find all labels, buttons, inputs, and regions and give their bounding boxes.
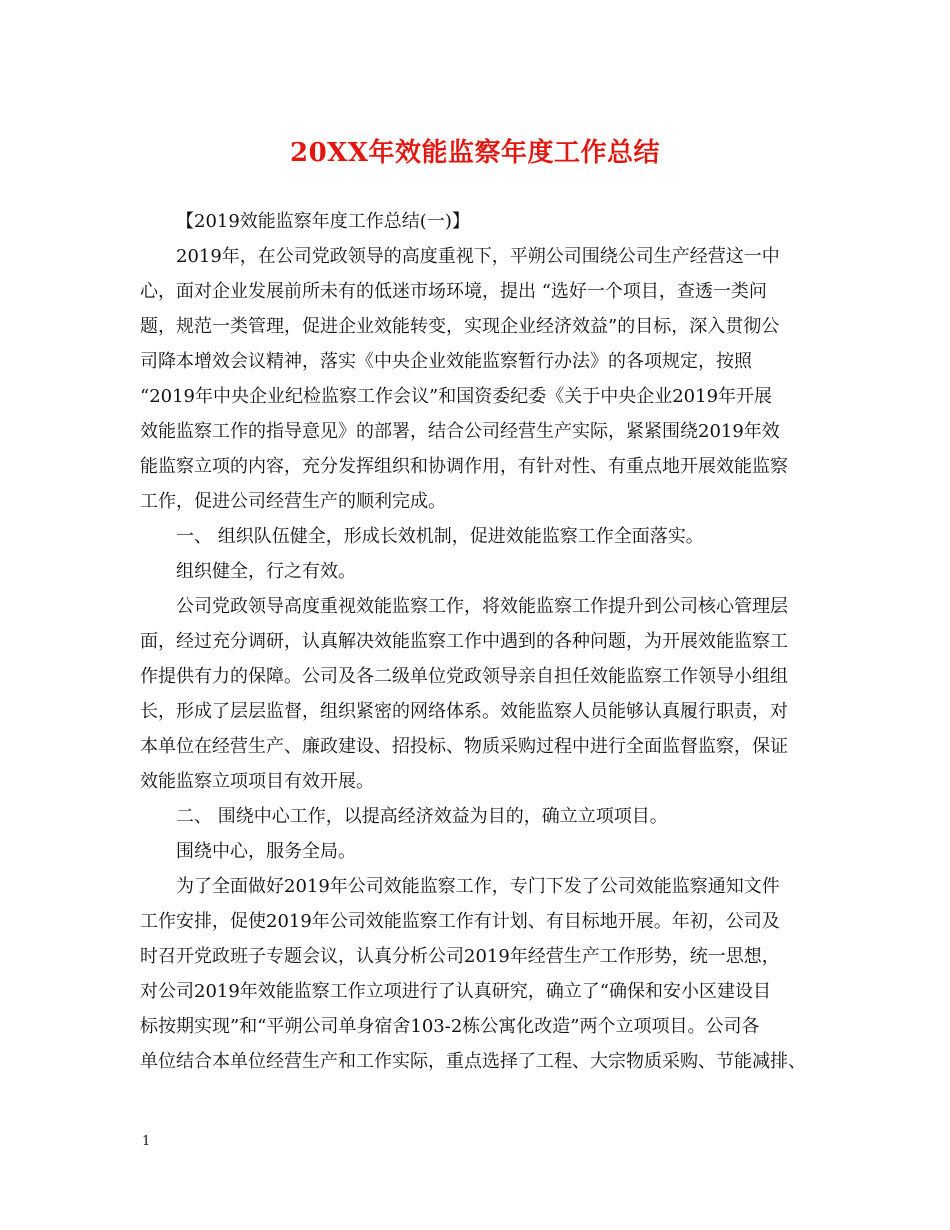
text-line: 效能监察立项项目有效开展。: [140, 771, 374, 792]
text-line: 能监察立项的内容，充分发挥组织和协调作用，有针对性、有重点地开展效能监察: [140, 456, 788, 477]
text-line: 公司党政领导高度重视效能监察工作，将效能监察工作提升到公司核心管理层: [176, 596, 788, 617]
text-line: 组织健全，行之有效。: [176, 561, 356, 582]
text-line: 面，经过充分调研，认真解决效能监察工作中遇到的各种问题，为开展效能监察工: [140, 631, 788, 652]
text-line: 2019年，在公司党政领导的高度重视下，平朔公司围绕公司生产经营这一中: [176, 246, 780, 267]
document-title: 20XX年效能监察年度工作总结: [289, 138, 661, 168]
text-line: 围绕中心，服务全局。: [176, 841, 356, 862]
text-line: 司降本增效会议精神，落实《中央企业效能监察暂行办法》的各项规定，按照: [140, 351, 752, 372]
document-body: [140, 204, 826, 1079]
text-line: 为了全面做好2019年公司效能监察工作，专门下发了公司效能监察通知文件: [176, 876, 780, 897]
text-line: 效能监察工作的指导意见》的部署，结合公司经营生产实际，紧紧围绕2019年效: [140, 421, 780, 442]
text-line: 时召开党政班子专题会议，认真分析公司2019年经营生产工作形势，统一思想，: [140, 946, 780, 967]
text-line: 心，面对企业发展前所未有的低迷市场环境，提出 “选好一个项目，查透一类问: [140, 281, 767, 302]
text-line: 工作，促进公司经营生产的顺利完成。: [140, 491, 446, 512]
text-line: 【2019效能监察年度工作总结(一)】: [176, 211, 470, 232]
text-line: 长，形成了层层监督，组织紧密的网络体系。效能监察人员能够认真履行职责，对: [140, 701, 788, 722]
text-line: 本单位在经营生产、廉政建设、招投标、物质采购过程中进行全面监督监察，保证: [140, 736, 788, 757]
text-line: 二、 围绕中心工作，以提高经济效益为目的，确立立项项目。: [176, 806, 668, 827]
text-line: 作提供有力的保障。公司及各二级单位党政领导亲自担任效能监察工作领导小组组: [140, 666, 788, 687]
page-number: 1: [142, 1134, 151, 1149]
text-line: 工作安排，促使2019年公司效能监察工作有计划、有目标地开展。年初，公司及: [140, 911, 780, 932]
text-line: 一、 组织队伍健全，形成长效机制，促进效能监察工作全面落实。: [176, 526, 704, 547]
text-line: 题，规范一类管理，促进企业效能转变，实现企业经济效益”的目标，深入贯彻公: [140, 316, 780, 337]
text-line: 对公司2019年效能监察工作立项进行了认真研究，确立了“确保和安小区建设目: [140, 981, 772, 1002]
text-line: “2019年中央企业纪检监察工作会议”和国资委纪委《关于中央企业2019年开展: [140, 386, 773, 407]
text-line: 单位结合本单位经营生产和工作实际，重点选择了工程、大宗物质采购、节能减排、: [140, 1051, 806, 1072]
text-line: 标按期实现”和“平朔公司单身宿舍103-2栋公寓化改造”两个立项项目。公司各: [140, 1016, 760, 1037]
